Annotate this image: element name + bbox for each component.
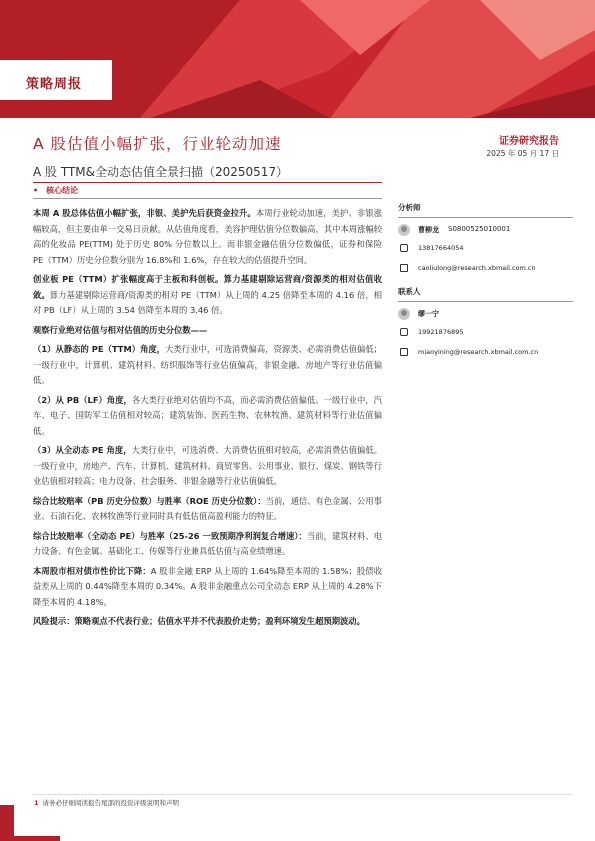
paragraph xyxy=(33,443,382,490)
paragraph-lead: 综合比较赔率（PB 历史分位数）与胜率（ROE 历史分位数）： xyxy=(33,495,266,506)
avatar xyxy=(398,224,410,236)
paragraph xyxy=(33,393,382,440)
footer-corner-graphic xyxy=(0,800,595,841)
paragraph-lead: 综合比较赔率（全动态 PE）与胜率（25-26 一致预期净利润复合增速）： xyxy=(33,530,307,541)
page-number: 1 xyxy=(34,799,39,807)
paragraph-text: 当前，通信、有色金属、公用事业、石油石化、农林牧渔等行业同时具有低估值高盈利能力的特征。 xyxy=(33,495,382,521)
paragraph xyxy=(33,206,382,268)
footer-divider xyxy=(33,794,573,795)
paragraph-text: 大类行业中，可选消费、大消费估值相对较高，必需消费估值偏低。一级行业中，房地产、汽车、计算机、建筑材料、商贸零售、公用事业、银行、煤炭、钢铁等行业估值相对较高；电力设备、社会服务、非银金融等行业估值偏低。 xyxy=(33,445,382,486)
paragraph xyxy=(33,564,382,611)
analyst-heading: 分析师 xyxy=(398,200,573,218)
report-date: 2025 年 05 月 17 日 xyxy=(486,149,559,158)
email-icon xyxy=(400,264,408,272)
phone-icon xyxy=(400,328,408,336)
paragraph-text: 本周行业轮动加速，美护、非银涨幅较高，但主要由单一交易日贡献。从估值角度看，美容护理估值分位数偏高，其中本周涨幅较高的化妆品 PE(TTM) 处于历史 80% 分位数以上。而非银金融估值分位数偏低，证券和保险 PE（TTM）历史分位数分别为 16.8%和 1.6%，存在较大的估值提升空间。 xyxy=(33,208,382,265)
paragraph xyxy=(33,342,382,389)
risk-warning xyxy=(33,614,382,630)
section-divider xyxy=(33,198,382,199)
paragraph-lead: 本周 A 股总体估值小幅扩张，非银、美护先后获资金拉升。 xyxy=(33,208,256,218)
header-banner xyxy=(0,0,595,118)
footer-disclaimer: 请务必仔细阅读报告尾部的投资评级说明和声明 xyxy=(42,799,180,807)
paragraph xyxy=(33,529,382,560)
report-type-label: 证券研究报告 xyxy=(499,136,559,147)
analyst-cert-number: S0800525010001 xyxy=(448,225,511,233)
paragraph-text: 算力基建剔除运营商/资源类的相对 PE（TTM）从上周的 4.25 倍降至本周的 4.16 倍，相对 PB（LF）从上周的 3.54 倍降至本周的 3.46 倍。 xyxy=(33,289,382,315)
author-sidebar xyxy=(398,200,573,368)
paragraph xyxy=(33,272,382,319)
paragraph-lead: 风险提示：策略观点不代表行业；估值水平并不代表股价走势；盈利环境发生超预期波动。 xyxy=(33,616,365,626)
section-heading-text: 核心结论 xyxy=(46,186,79,195)
paragraph-lead: 创业板 PE（TTM）扩张幅度高于主板和科创板。算力基建剔除运营商/资源类的相对估值收敛。 xyxy=(33,274,382,300)
analyst-email[interactable]: caoliulong@research.xbmail.com.cn xyxy=(418,264,536,272)
contact-email[interactable]: miaoyining@research.xbmail.com.cn xyxy=(418,348,539,356)
contact-name: 缪一宁 xyxy=(418,310,439,318)
paragraph xyxy=(33,323,382,339)
contact-phone: 19921876895 xyxy=(418,328,464,336)
paragraph-lead: （3）从全动态 PE 角度， xyxy=(33,445,132,455)
phone-icon xyxy=(400,244,408,252)
contact-card xyxy=(398,308,573,368)
paragraph-lead: 观察行业绝对估值与相对估值的历史分位数—— xyxy=(33,324,208,335)
analyst-name: 曹柳龙 xyxy=(418,226,439,234)
contact-heading: 联系人 xyxy=(398,284,573,302)
paragraph-lead: 本周股市相对债市性价比下降： xyxy=(33,565,151,576)
paragraph-text: 当前，建筑材料、电力设备、有色金属、基础化工、传媒等行业兼具低估值与高业绩增速。 xyxy=(33,530,382,556)
page-subtitle: A 股 TTM&全动态估值全景扫描（20250517） xyxy=(33,165,289,179)
avatar xyxy=(398,308,410,320)
bullet-icon: • xyxy=(33,186,39,195)
report-series-label: 策略周报 xyxy=(26,77,83,92)
paragraph-text: 各大类行业绝对估值均不高，而必需消费估值偏低。一级行业中，汽车、电子、国防军工估值相对较高；建筑装饰、医药生物、农林牧渔、建筑材料等行业估值偏低。 xyxy=(33,394,382,436)
page-title: A 股估值小幅扩张，行业轮动加速 xyxy=(33,135,282,153)
analyst-phone: 13817664054 xyxy=(418,244,464,252)
section-heading xyxy=(33,185,78,196)
email-icon xyxy=(400,348,408,356)
paragraph-text: 大类行业中，可选消费偏高，资源类、必需消费估值偏低；一级行业中，计算机、建筑材料、纺织服饰等行业估值偏高，非银金融、房地产等行业估值偏低。 xyxy=(33,344,382,385)
paragraph-text: A 股非金融 ERP 从上周的 1.64%降至本周的 1.58%；股债收益差从上周的 0.44%降至本周的 0.34%。A 股非金融重点公司全动态 ERP 从上周的 4.28%下降至本周的 4.18%。 xyxy=(33,565,382,607)
paragraph-lead: （1）从静态的 PE（TTM）角度， xyxy=(33,344,166,354)
paragraph xyxy=(33,494,382,525)
title-divider xyxy=(33,182,382,183)
banner-graphic xyxy=(0,0,595,118)
analyst-card xyxy=(398,224,573,284)
paragraph-lead: （2）从 PB（LF）角度， xyxy=(33,394,132,405)
summary-body xyxy=(33,206,382,634)
